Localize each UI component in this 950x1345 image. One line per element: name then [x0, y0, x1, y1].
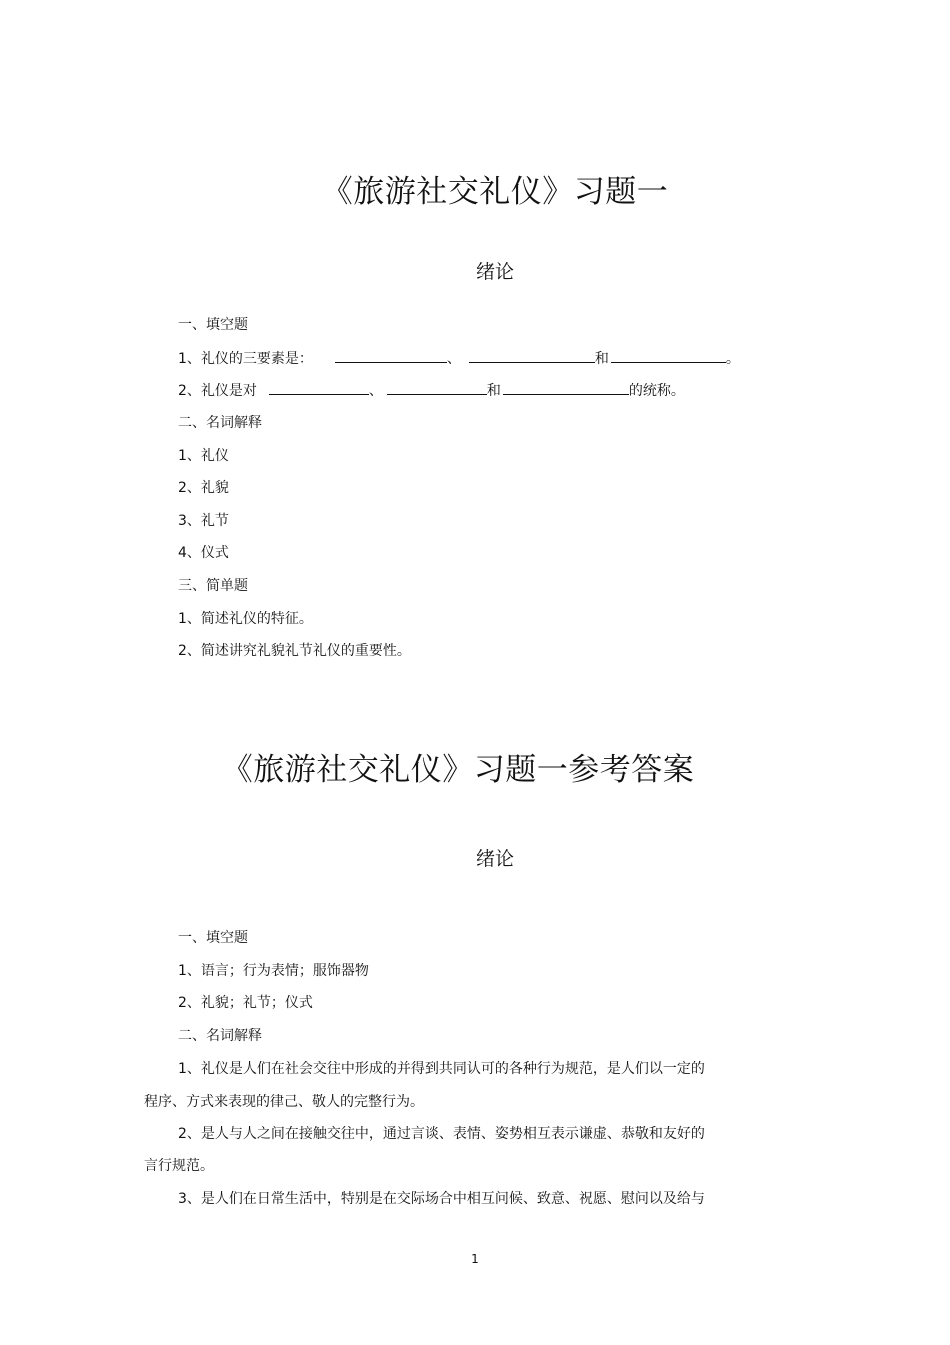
answer-heading-terms: 二、名词解释 — [178, 1028, 262, 1044]
separator: 和 — [486, 383, 501, 399]
question-1 — [178, 348, 740, 369]
answer-item: 2、礼貌；礼节；仪式 — [178, 995, 313, 1011]
separator: 的统称。 — [628, 383, 685, 399]
exercise-subtitle: 绪论 — [475, 261, 514, 283]
definition-line: 2、是人与人之间在接触交往中，通过言谈、表情、姿势相互表示谦虚、恭敬和友好的 — [178, 1126, 705, 1142]
answer-heading-fill-blank: 一、填空题 — [178, 930, 248, 946]
section-heading-fill-blank: 一、填空题 — [178, 317, 248, 333]
blank-field — [335, 348, 447, 363]
term-item: 2、礼貌 — [178, 480, 229, 496]
blank-field — [503, 380, 629, 395]
term-item: 4、仪式 — [178, 545, 229, 561]
blank-field — [387, 380, 487, 395]
exercise-title: 《旅游社交礼仪》习题一 — [321, 174, 669, 210]
question-2 — [178, 380, 685, 401]
blank-field — [611, 348, 726, 363]
term-item: 1、礼仪 — [178, 448, 229, 464]
answer-item: 1、语言；行为表情；服饰器物 — [178, 963, 369, 979]
separator: 、 — [446, 351, 461, 367]
separator: 、 — [368, 383, 383, 399]
blank-field — [269, 380, 369, 395]
section-heading-terms: 二、名词解释 — [178, 415, 262, 431]
answers-subtitle: 绪论 — [475, 848, 514, 870]
definition-line: 1、礼仪是人们在社会交往中形成的并得到共同认可的各种行为规范，是人们以一定的 — [178, 1061, 705, 1077]
definition-line: 3、是人们在日常生活中，特别是在交际场合中相互问候、致意、祝愿、慰问以及给与 — [178, 1191, 705, 1207]
term-item: 3、礼节 — [178, 513, 229, 529]
answers-title: 《旅游社交礼仪》习题一参考答案 — [221, 752, 695, 788]
short-question: 1、简述礼仪的特征。 — [178, 611, 313, 627]
question-2-text: 2、礼仪是对 — [178, 383, 257, 399]
blank-field — [469, 348, 595, 363]
separator: 。 — [725, 351, 740, 367]
question-1-text: 1、礼仪的三要素是： — [178, 351, 313, 367]
page-number: 1 — [471, 1252, 479, 1266]
definition-line: 程序、方式来表现的律己、敬人的完整行为。 — [144, 1094, 424, 1110]
separator: 和 — [594, 351, 609, 367]
definition-line: 言行规范。 — [144, 1158, 214, 1174]
section-heading-short-answer: 三、简单题 — [178, 578, 248, 594]
short-question: 2、简述讲究礼貌礼节礼仪的重要性。 — [178, 643, 411, 659]
